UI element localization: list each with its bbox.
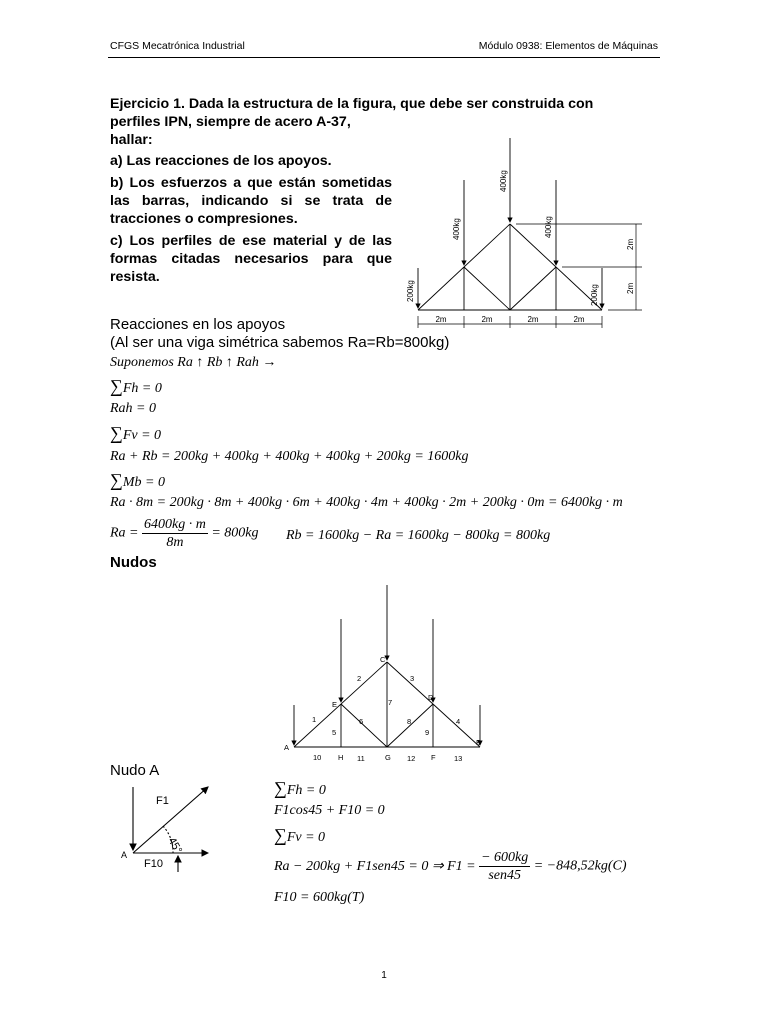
ra-fraction xyxy=(142,516,208,551)
force-label-f10: F10 xyxy=(144,858,163,870)
bar-label-9: 9 xyxy=(425,728,430,737)
header-left: CFGS Mecatrónica Industrial xyxy=(110,40,245,52)
node-a-eq-sum-fh xyxy=(274,778,326,799)
f1-fraction xyxy=(479,849,530,884)
load-label-400-left: 400kg xyxy=(452,218,461,240)
node-a-eq-horizontal: F1cos45 + F10 = 0 xyxy=(274,803,385,818)
sigma-symbol: ∑ xyxy=(110,423,123,443)
exercise-part-a: a) Las reacciones de los apoyos. xyxy=(110,153,332,169)
bar-label-3: 3 xyxy=(410,674,415,683)
load-label-400-top: 400kg xyxy=(499,170,508,192)
eq-sum-mb xyxy=(110,470,165,491)
truss-figure xyxy=(396,136,646,332)
angle-label: 45° xyxy=(165,835,185,856)
node-a-eq-sum-fv xyxy=(274,825,325,846)
node-label-b: B xyxy=(476,738,482,747)
f1-fraction-denominator: sen45 xyxy=(488,868,521,883)
eq-moments: Ra · 8m = 200kg · 8m + 400kg · 6m + 400kg · 4m + 400kg · 2m + 200kg · 0m = 6400kg · m xyxy=(110,495,623,510)
eq-rb: Rb = 1600kg − Ra = 1600kg − 800kg = 800kg xyxy=(286,528,551,543)
ra-fraction-numerator: 6400kg · m xyxy=(144,517,206,532)
reactions-note: (Al ser una viga simétrica sabemos Ra=Rb=800kg) xyxy=(110,334,450,351)
bar-label-10: 10 xyxy=(313,753,322,762)
node-a-eq-f10: F10 = 600kg(T) xyxy=(274,890,365,905)
node-a-eq-sum-fv-text: Fv = 0 xyxy=(286,830,326,845)
node-a-eq-f1-rhs: = −848,52kg(C) xyxy=(533,858,627,874)
truss-nodes-figure xyxy=(280,583,490,768)
bar-label-5: 5 xyxy=(332,728,337,737)
span-dim-3: 2m xyxy=(527,315,539,324)
eq-sum-fh xyxy=(110,376,162,397)
bar-label-4: 4 xyxy=(456,717,461,726)
sigma-symbol: ∑ xyxy=(274,778,287,798)
sigma-symbol: ∑ xyxy=(110,376,123,396)
node-label-e: E xyxy=(332,700,338,709)
span-dim-1: 2m xyxy=(435,315,447,324)
exercise-part-b: b) Los esfuerzos a que están sometidas las barras, indicando si se trata de tracciones o compresiones. xyxy=(110,175,392,227)
exercise-intro-line2: perfiles IPN, siempre de acero A-37, xyxy=(110,114,351,130)
eq-ra-fraction xyxy=(110,516,259,551)
node-a-eq-f1 xyxy=(274,849,627,884)
span-dim-2: 2m xyxy=(481,315,493,324)
eq-sum-fv xyxy=(110,423,161,444)
exercise-intro-line3: hallar: xyxy=(110,132,153,148)
height-dim-top: 2m xyxy=(626,238,635,250)
node-a-title: Nudo A xyxy=(110,762,160,779)
bar-label-8: 8 xyxy=(407,717,412,726)
load-label-200-right: 200kg xyxy=(590,284,599,306)
bar-label-11: 11 xyxy=(357,754,365,763)
reactions-suppose: Suponemos Ra ↑ Rb ↑ Rah → xyxy=(110,355,277,370)
bar-label-6: 6 xyxy=(359,717,364,726)
page-number: 1 xyxy=(381,970,387,981)
node-a-label: A xyxy=(121,850,128,860)
node-a-eq-f1-lhs: Ra − 200kg + F1sen45 = 0 ⇒ F1 = xyxy=(274,859,476,874)
nodes-title: Nudos xyxy=(110,554,157,571)
span-dim-4: 2m xyxy=(573,315,585,324)
bar-label-2: 2 xyxy=(357,674,362,683)
height-dim-bottom: 2m xyxy=(626,282,635,294)
eq-sum-mb-text: Mb = 0 xyxy=(122,475,165,490)
bar-label-1: 1 xyxy=(312,715,317,724)
reactions-title: Reacciones en los apoyos xyxy=(110,316,286,333)
header-divider xyxy=(108,57,660,58)
node-label-g: G xyxy=(385,753,391,762)
eq-vertical-sum: Ra + Rb = 200kg + 400kg + 400kg + 400kg + 200kg = 1600kg xyxy=(110,449,469,464)
header-right: Módulo 0938: Elementos de Máquinas xyxy=(478,40,658,52)
exercise-part-c: c) Los perfiles de ese material y de las formas citadas necesarios para que resista. xyxy=(110,233,392,285)
node-a-eq-sum-fh-text: Fh = 0 xyxy=(286,783,326,798)
ra-fraction-denominator: 8m xyxy=(166,535,184,550)
node-label-a: A xyxy=(284,743,290,752)
eq-sum-fv-text: Fv = 0 xyxy=(122,428,162,443)
bar-label-7: 7 xyxy=(388,698,393,707)
node-a-diagram xyxy=(118,782,218,877)
eq-ra-rhs: = 800kg xyxy=(211,525,259,541)
sigma-symbol: ∑ xyxy=(110,470,123,490)
node-label-d: D xyxy=(428,693,434,702)
exercise-intro-line1: Ejercicio 1. Dada la estructura de la figura, que debe ser construida con xyxy=(110,96,594,112)
eq-ra-lhs: Ra = xyxy=(110,525,139,541)
height-dimensions xyxy=(516,224,642,310)
load-label-200-left: 200kg xyxy=(406,280,415,302)
eq-sum-fh-text: Fh = 0 xyxy=(122,381,162,396)
sigma-symbol: ∑ xyxy=(274,825,287,845)
eq-rah: Rah = 0 xyxy=(110,401,156,416)
force-label-f1: F1 xyxy=(156,795,169,807)
node-label-f: F xyxy=(431,753,436,762)
node-label-c: C xyxy=(380,655,386,664)
node-label-h: H xyxy=(338,753,344,762)
load-label-400-right: 400kg xyxy=(544,216,553,238)
bar-label-12: 12 xyxy=(407,754,416,763)
node-truss-bars xyxy=(294,662,480,747)
bar-label-13: 13 xyxy=(454,754,463,763)
f1-fraction-numerator: − 600kg xyxy=(481,850,529,865)
